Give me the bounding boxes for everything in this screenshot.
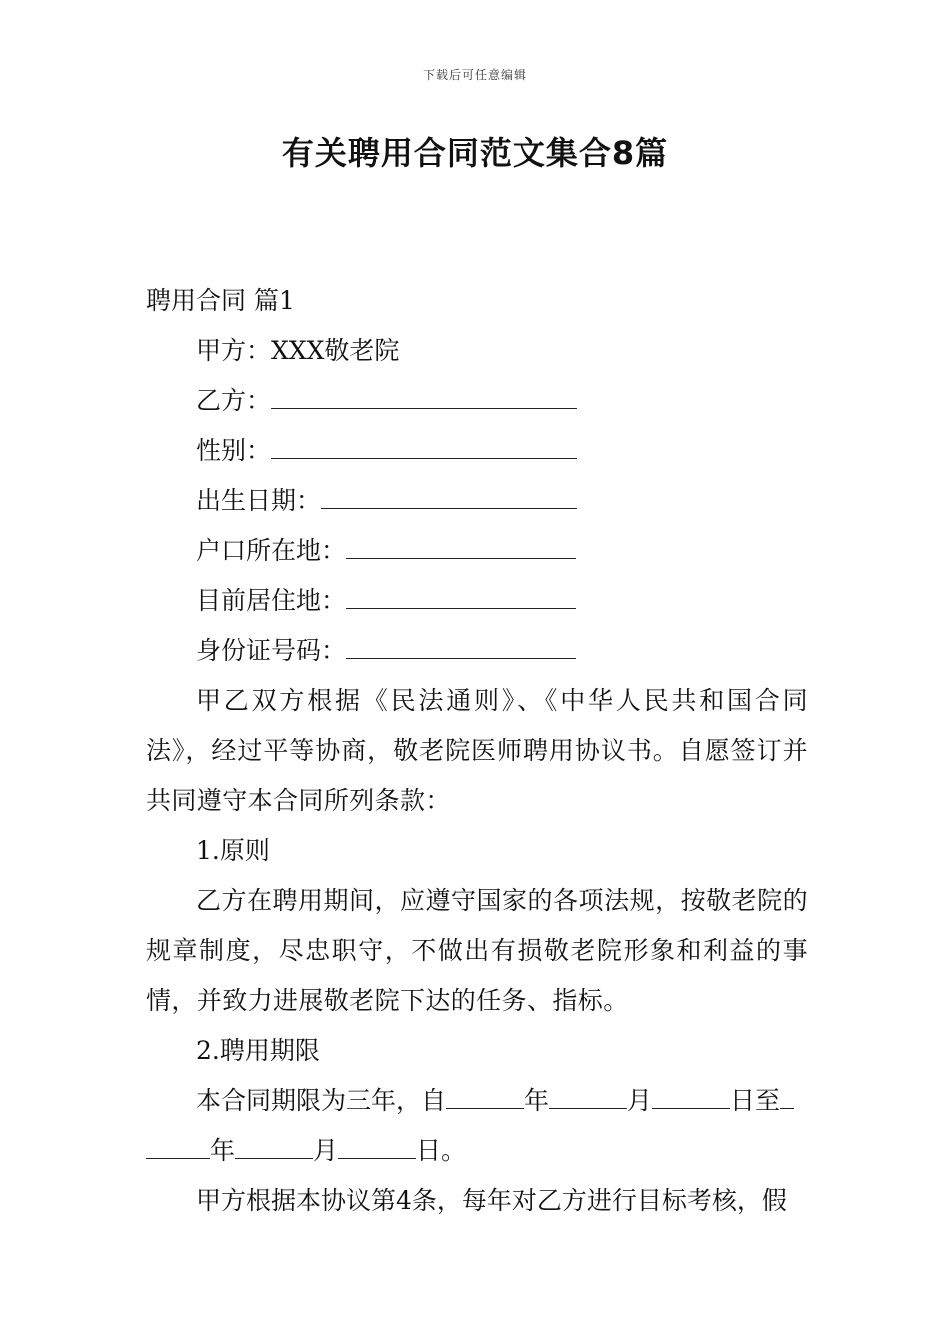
end-day-unit: 日。 — [416, 1136, 467, 1165]
document-title: 有关聘用合同范文集合8篇 — [281, 134, 669, 172]
clause1-text: 乙方在聘用期间，应遵守国家的各项法规，按敬老院的规章制度，尽忠职守，不做出有损敬老院形象和利益的事情，并致力进展敬老院下达的任务、指标。 — [146, 886, 808, 1015]
start-month-unit: 月 — [627, 1086, 653, 1115]
gender-label: 性别： — [196, 436, 272, 465]
start-month-blank — [549, 1080, 627, 1109]
end-month-unit: 月 — [313, 1136, 339, 1165]
end-year-blank — [146, 1130, 210, 1159]
party-b-blank — [271, 380, 577, 409]
end-day-blank — [338, 1130, 416, 1159]
id-number-blank — [346, 630, 576, 659]
hukou-field — [146, 526, 808, 576]
party-a-field — [146, 326, 808, 376]
term-line-1 — [146, 1076, 808, 1126]
residence-field — [146, 576, 808, 626]
party-a-value: XXX敬老院 — [271, 336, 400, 365]
start-day-to: 日至 — [730, 1086, 781, 1115]
gender-blank — [271, 430, 577, 459]
residence-blank — [346, 580, 576, 609]
start-day-blank — [652, 1080, 730, 1109]
id-number-label: 身份证号码： — [196, 636, 347, 665]
document-body — [146, 276, 808, 1226]
birthdate-field — [146, 476, 808, 526]
start-year-blank — [446, 1080, 524, 1109]
assessment-text: 甲方根据本协议第4条，每年对乙方进行目标考核，假 — [196, 1186, 787, 1215]
gender-field — [146, 426, 808, 476]
party-a-label: 甲方： — [196, 336, 272, 365]
party-b-label: 乙方： — [196, 386, 272, 415]
id-number-field — [146, 626, 808, 676]
residence-label: 目前居住地： — [196, 586, 347, 615]
section-heading: 聘用合同 篇1 — [146, 286, 295, 315]
header-note: 下载后可任意编辑 — [422, 68, 527, 82]
start-year-unit: 年 — [524, 1086, 550, 1115]
term-line-2 — [146, 1126, 808, 1176]
hukou-blank — [346, 530, 576, 559]
intro-paragraph: 甲乙双方根据《民法通则》、《中华人民共和国合同法》，经过平等协商，敬老院医师聘用协议书。自愿签订并共同遵守本合同所列条款： — [146, 686, 808, 815]
birthdate-blank — [321, 480, 577, 509]
term-prefix: 本合同期限为三年，自 — [196, 1086, 447, 1115]
clause1-heading: 1.原则 — [196, 836, 270, 865]
end-year-unit: 年 — [210, 1136, 236, 1165]
party-b-field — [146, 376, 808, 426]
end-year-blank-start — [780, 1080, 794, 1109]
end-month-blank — [235, 1130, 313, 1159]
birthdate-label: 出生日期： — [196, 486, 322, 515]
clause2-heading: 2.聘用期限 — [196, 1036, 320, 1065]
hukou-label: 户口所在地： — [196, 536, 347, 565]
